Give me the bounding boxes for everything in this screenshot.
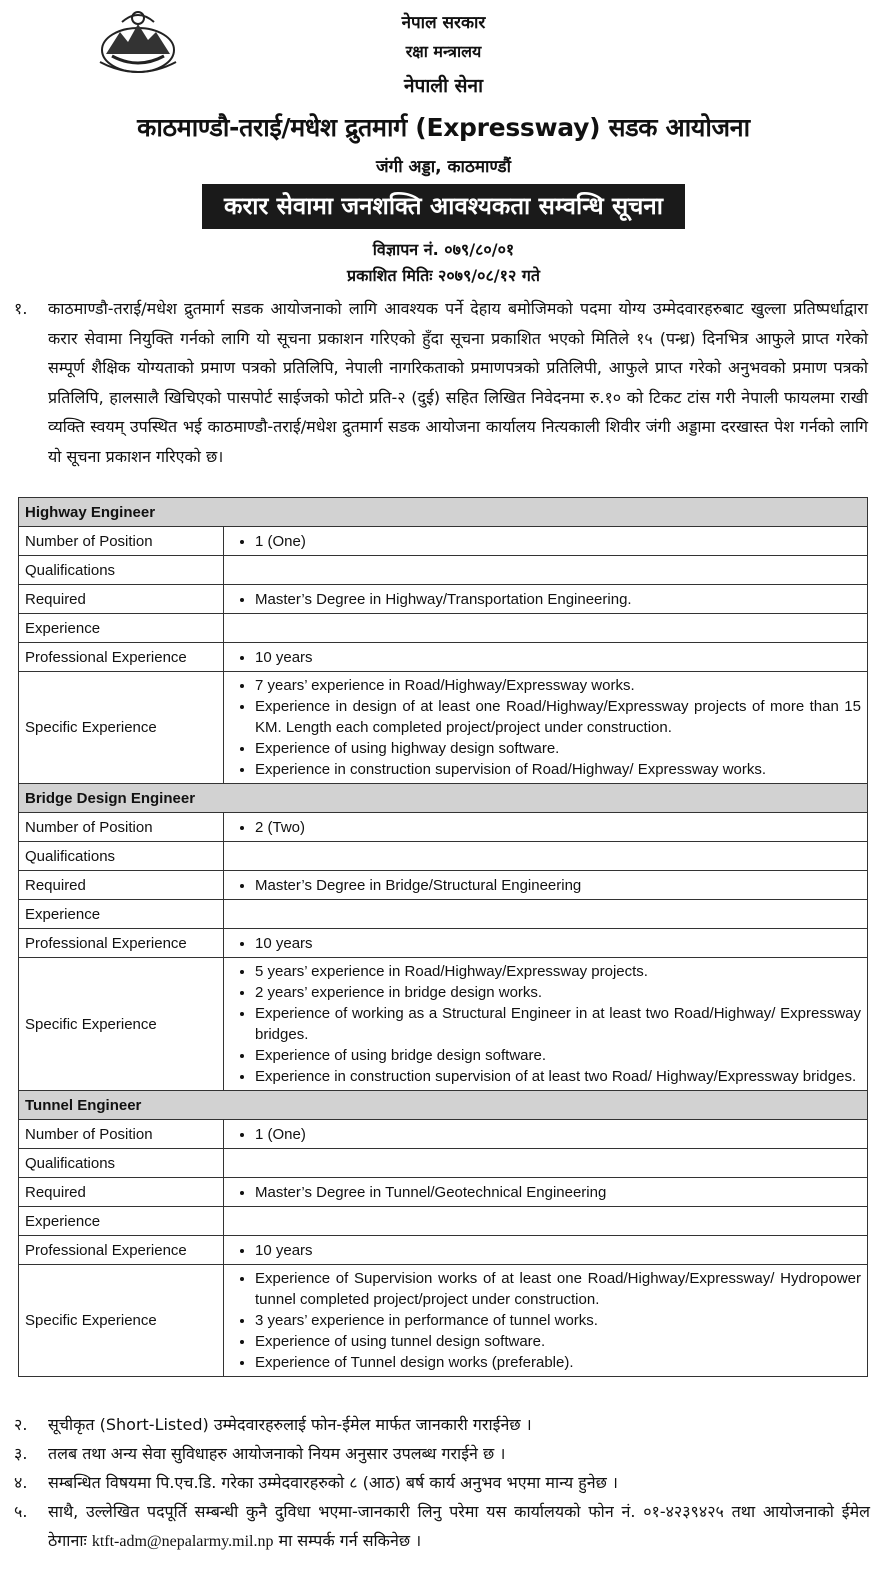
footer-text: सम्बन्धित विषयमा पि.एच.डि. गरेका उम्मेदवारहरुको ८ (आठ) बर्ष कार्य अनुभव भएमा मान्य हुनेछ । bbox=[48, 1473, 618, 1492]
list-item: • Master’s Degree in Highway/Transportation Engineering. bbox=[255, 589, 861, 610]
list-item: • 3 years’ experience in performance of tunnel works. bbox=[255, 1310, 861, 1331]
list-item: • 2 years’ experience in bridge design works. bbox=[255, 982, 861, 1003]
table-row bbox=[19, 842, 868, 871]
intro-paragraph bbox=[14, 294, 868, 471]
footer-number: २. bbox=[14, 1415, 28, 1434]
footer-text: सूचीकृत (Short-Listed) उम्मेदवारहरुलाई फोन-ईमेल मार्फत जानकारी गराईनेछ । bbox=[48, 1415, 532, 1434]
row-value bbox=[224, 672, 868, 784]
job-header-row bbox=[19, 1091, 868, 1120]
row-value bbox=[224, 871, 868, 900]
contact-email[interactable]: ktft-adm@nepalarmy.mil.np bbox=[91, 1533, 274, 1550]
job-title: Highway Engineer bbox=[19, 498, 868, 527]
ministry-name: रक्षा मन्त्रालय bbox=[405, 42, 482, 61]
list-item: • Experience of working as a Structural Engineer in at least two Road/Highway/ Expressway bridges. bbox=[255, 1003, 861, 1045]
footer-text: साथै, उल्लेखित पदपूर्ति सम्बन्धी कुनै दुविधा भएमा-जानकारी लिनु परेमा यस कार्यालयको फोन नं. ०१-४२३९४२५ तथा आयोजनाको ईमेल ठेगानाः bbox=[48, 1502, 870, 1550]
notice-banner bbox=[0, 184, 887, 229]
list-item: • Experience of Supervision works of at least one Road/Highway/Expressway/ Hydropower tunnel completed project/project under construction. bbox=[255, 1268, 861, 1310]
army-name: नेपाली सेना bbox=[404, 75, 483, 97]
table-row bbox=[19, 672, 868, 784]
row-label: Specific Experience bbox=[19, 1265, 224, 1377]
table-row bbox=[19, 1236, 868, 1265]
row-label: Qualifications bbox=[19, 556, 224, 585]
table-row bbox=[19, 1265, 868, 1377]
list-item: • 5 years’ experience in Road/Highway/Expressway projects. bbox=[255, 961, 861, 982]
list-item: • Experience of using tunnel design software. bbox=[255, 1331, 861, 1352]
table-row bbox=[19, 556, 868, 585]
row-value bbox=[224, 556, 868, 585]
list-item: • Experience in construction supervision of at least two Road/ Highway/Expressway bridges. bbox=[255, 1066, 861, 1087]
row-value bbox=[224, 585, 868, 614]
footer-item bbox=[14, 1468, 870, 1497]
list-item: • 10 years bbox=[255, 1240, 861, 1261]
table-row bbox=[19, 1178, 868, 1207]
row-value bbox=[224, 1236, 868, 1265]
ad-number: विज्ञापन नं. ०७९/८०/०१ bbox=[372, 240, 515, 259]
list-item: • Master’s Degree in Bridge/Structural Engineering bbox=[255, 875, 861, 896]
list-item: • 2 (Two) bbox=[255, 817, 861, 838]
row-value bbox=[224, 614, 868, 643]
row-value bbox=[224, 643, 868, 672]
notice-title: करार सेवामा जनशक्ति आवश्यकता सम्वन्धि सूचना bbox=[202, 184, 685, 229]
job-title: Tunnel Engineer bbox=[19, 1091, 868, 1120]
row-label: Experience bbox=[19, 1207, 224, 1236]
footer-number: ५. bbox=[14, 1502, 28, 1521]
footer-item bbox=[14, 1410, 870, 1439]
row-label: Required bbox=[19, 585, 224, 614]
office-location: जंगी अड्डा, काठमाण्डौं bbox=[376, 157, 511, 177]
job-title: Bridge Design Engineer bbox=[19, 784, 868, 813]
footer-item bbox=[14, 1497, 870, 1556]
row-value bbox=[224, 929, 868, 958]
row-value bbox=[224, 1120, 868, 1149]
row-label: Professional Experience bbox=[19, 929, 224, 958]
list-item: • Experience in construction supervision of Road/Highway/ Expressway works. bbox=[255, 759, 861, 780]
table-row bbox=[19, 929, 868, 958]
table-row bbox=[19, 1207, 868, 1236]
row-label: Experience bbox=[19, 900, 224, 929]
list-item: • Experience of using highway design software. bbox=[255, 738, 861, 759]
jobs-table bbox=[18, 497, 868, 1377]
row-value bbox=[224, 1178, 868, 1207]
table-row bbox=[19, 643, 868, 672]
table-row bbox=[19, 1149, 868, 1178]
table-row bbox=[19, 614, 868, 643]
list-item: • 10 years bbox=[255, 647, 861, 668]
row-value bbox=[224, 1207, 868, 1236]
table-row bbox=[19, 1120, 868, 1149]
row-value bbox=[224, 958, 868, 1091]
intro-text: काठमाण्डौ-तराई/मधेश द्रुतमार्ग सडक आयोजनाको लागि आवश्यक पर्ने देहाय बमोजिमको पदमा योग्य उम्मेदवारहरुबाट खुल्ला प्रतिष्पर्धाद्वारा करार सेवामा नियुक्ति गर्नको लागि यो सूचना प्रकाशन गरिएको हुँदा सूचना प्रकाशित भएको मितिले १५ (पन्ध्र) दिनभित्र आफुले प्राप्त गरेको सम्पूर्ण शैक्षिक योग्यताको प्रमाण पत्रको प्रतिलिपि, नेपाली नागरिकताको प्रमाणपत्रको प्रतिलिपी, आफुले प्राप्त गरेको अनुभवको प्रमाण पत्रको प्रतिलिपि, हालसालै खिचिएको पासपोर्ट साईजको फोटो प्रति-२ (दुई) सहित लिखित निवेदनमा रु.१० को टिकट टांस गरी नेपाली फायलमा राखी व्यक्ति स्वयम् उपस्थित भई काठमाण्डौ-तराई/मधेश द्रुतमार्ग सडक आयोजना कार्यालय नित्यकाली शिवीर जंगी अड्डामा दरखास्त पेश गर्नको लागि यो सूचना प्रकाशन गरिएको छ। bbox=[48, 299, 868, 466]
table-row bbox=[19, 813, 868, 842]
list-item: • Experience of using bridge design software. bbox=[255, 1045, 861, 1066]
government-name: नेपाल सरकार bbox=[401, 13, 486, 33]
table-row bbox=[19, 871, 868, 900]
list-item: • Experience of Tunnel design works (preferable). bbox=[255, 1352, 861, 1373]
list-item: • 1 (One) bbox=[255, 531, 861, 552]
footer-text: तलब तथा अन्य सेवा सुविधाहरु आयोजनाको नियम अनुसार उपलब्ध गराईने छ । bbox=[48, 1444, 506, 1463]
list-item: • Master’s Degree in Tunnel/Geotechnical Engineering bbox=[255, 1182, 861, 1203]
row-label: Number of Position bbox=[19, 1120, 224, 1149]
project-title: काठमाण्डौ-तराई/मधेश द्रुतमार्ग (Expressway) सडक आयोजना bbox=[137, 113, 750, 142]
row-label: Required bbox=[19, 1178, 224, 1207]
published-date: प्रकाशित मितिः २०७९/०८/१२ गते bbox=[347, 266, 540, 285]
footer-text: मा सम्पर्क गर्न सकिनेछ । bbox=[278, 1531, 422, 1550]
row-value bbox=[224, 813, 868, 842]
footer-item bbox=[14, 1439, 870, 1468]
list-item: • 1 (One) bbox=[255, 1124, 861, 1145]
row-label: Experience bbox=[19, 614, 224, 643]
intro-number: १. bbox=[14, 299, 28, 318]
footer-number: ३. bbox=[14, 1444, 28, 1463]
table-row bbox=[19, 958, 868, 1091]
row-value bbox=[224, 527, 868, 556]
list-item: • 7 years’ experience in Road/Highway/Expressway works. bbox=[255, 675, 861, 696]
row-label: Specific Experience bbox=[19, 672, 224, 784]
row-label: Professional Experience bbox=[19, 1236, 224, 1265]
list-item: • Experience in design of at least one Road/Highway/Expressway projects of more than 15 KM. Length each completed project/project under construction. bbox=[255, 696, 861, 738]
row-label: Number of Position bbox=[19, 527, 224, 556]
row-label: Specific Experience bbox=[19, 958, 224, 1091]
list-item: • 10 years bbox=[255, 933, 861, 954]
row-label: Professional Experience bbox=[19, 643, 224, 672]
row-label: Required bbox=[19, 871, 224, 900]
table-row bbox=[19, 585, 868, 614]
row-label: Number of Position bbox=[19, 813, 224, 842]
table-row bbox=[19, 527, 868, 556]
footer-number: ४. bbox=[14, 1473, 28, 1492]
row-value bbox=[224, 900, 868, 929]
row-label: Qualifications bbox=[19, 1149, 224, 1178]
row-value bbox=[224, 1265, 868, 1377]
row-value bbox=[224, 1149, 868, 1178]
row-value bbox=[224, 842, 868, 871]
row-label: Qualifications bbox=[19, 842, 224, 871]
job-header-row bbox=[19, 498, 868, 527]
job-header-row bbox=[19, 784, 868, 813]
footer-notes bbox=[14, 1410, 870, 1556]
table-row bbox=[19, 900, 868, 929]
